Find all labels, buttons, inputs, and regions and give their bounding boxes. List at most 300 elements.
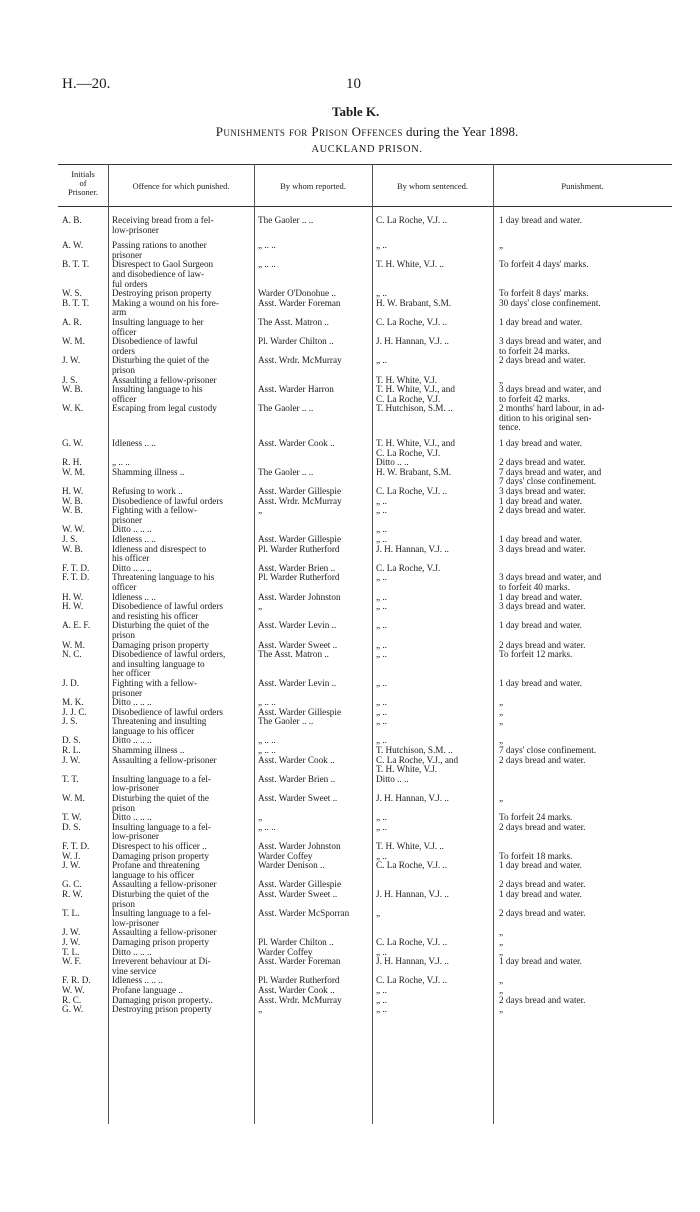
reported-by: Asst. Warder Johnston: [258, 842, 341, 851]
table-row: [58, 385, 672, 404]
reported-by: Asst. Warder Gillespie: [258, 487, 342, 497]
prisoner-initials: W. B.: [62, 544, 83, 554]
prisoner-initials: J. D.: [62, 678, 80, 688]
punishment: „: [499, 1005, 504, 1015]
reported-by: Pl. Warder Rutherford: [258, 573, 340, 583]
offence: Insulting language to his officer: [112, 385, 203, 404]
offence: Disobedience of lawful orders and resisting his officer: [112, 602, 223, 621]
title-rest: during the Year 1898.: [402, 124, 519, 139]
punishment: 3 days bread and water.: [499, 544, 586, 554]
punishment: 2 days bread and water.: [499, 506, 586, 516]
table-row: [58, 717, 672, 736]
prisoner-initials: J. W.: [62, 928, 81, 938]
prisoner-initials: R. W.: [62, 889, 83, 899]
sentenced-by: „ ..: [376, 241, 387, 251]
offence: Passing rations to another prisoner: [112, 241, 207, 260]
reported-by: Warder O'Donohue ..: [258, 289, 336, 299]
sentenced-by: T. H. White, V.J. ..: [376, 842, 444, 851]
table-row: [58, 621, 672, 640]
reported-by: „ .. ..: [258, 746, 276, 756]
header-initials: Initials of Prisoner.: [68, 169, 98, 197]
reported-by: The Gaoler .. ..: [258, 717, 314, 727]
prisoner-initials: A. R.: [62, 317, 82, 327]
punishment: To forfeit 18 marks.: [499, 851, 573, 861]
prisoner-initials: J. W.: [62, 861, 81, 871]
reported-by: Pl. Warder Rutherford: [258, 976, 340, 986]
punishment: To forfeit 8 days' marks.: [499, 289, 589, 299]
table-row: [58, 698, 672, 708]
sentenced-by: „ ..: [376, 995, 387, 1005]
table-row: [58, 573, 672, 592]
punishment: 1 day bread and water.: [499, 889, 582, 899]
sentenced-by: H. W. Brabant, S.M.: [376, 467, 452, 477]
table-row: [58, 602, 672, 621]
header-rule: [58, 206, 672, 207]
reported-by: „ .. ..: [258, 822, 276, 832]
reported-by: Asst. Warder Brien ..: [258, 563, 336, 573]
reported-by: „: [258, 602, 263, 612]
punishment: 1 day bread and water.: [499, 678, 582, 688]
sentenced-by: „ ..: [376, 985, 387, 995]
offence: Damaging prison property..: [112, 995, 213, 1005]
offence: Disturbing the quiet of the prison: [112, 621, 209, 640]
header-sentenced: By whom sentenced.: [396, 181, 469, 191]
sentenced-by: T. Hutchison, S.M. ..: [376, 404, 453, 414]
prisoner-initials: T. T.: [62, 774, 79, 784]
punishment: 1 day bread and water.: [499, 317, 582, 327]
table-row: [58, 861, 672, 880]
reported-by: Asst. Wrdr. McMurray: [258, 356, 342, 366]
prisoner-initials: W. S.: [62, 289, 82, 299]
offence: Receiving bread from a fel- low-prisoner: [112, 216, 214, 235]
offence: Assaulting a fellow-prisoner: [112, 928, 217, 938]
punishment: 2 days bread and water.: [499, 356, 586, 366]
table-row: [58, 593, 672, 603]
reported-by: Asst. Warder Brien ..: [258, 774, 336, 784]
punishment: [493, 564, 672, 574]
reported-by: Asst. Warder Cook ..: [258, 439, 335, 449]
prisoner-initials: W. B.: [62, 385, 83, 395]
prisoner-initials: A. W.: [62, 241, 84, 251]
punishment: 1 day bread and water.: [499, 439, 582, 449]
prisoner-initials: W. M.: [62, 467, 85, 477]
sentenced-by: „ ..: [376, 535, 387, 544]
offence: Insulting language to a fel- low-prisoner: [112, 774, 211, 794]
reported-by: „ .. ..: [258, 241, 276, 251]
sentenced-by: „ ..: [376, 640, 387, 650]
prisoner-initials: J. W.: [62, 356, 81, 366]
offence: „ .. ..: [112, 458, 130, 468]
offence: Ditto .. .. ..: [112, 525, 152, 535]
sentenced-by: „ ..: [376, 650, 387, 660]
prisoner-initials: W. W.: [62, 985, 85, 995]
offence: Disobedience of lawful orders, and insulting language to her officer: [112, 650, 226, 679]
title-smallcaps: Punishments for Prison Offences: [215, 124, 403, 139]
prisoner-initials: R. H.: [62, 458, 82, 468]
offence: Insulting language to a fel- low-prisoner: [112, 822, 211, 842]
prisoner-initials: J. S.: [62, 375, 78, 385]
reported-by: „ .. ..: [258, 698, 276, 708]
prisoner-initials: G. W.: [62, 1005, 84, 1015]
offence: Threatening and insulting language to his officer: [112, 717, 207, 736]
reported-by: Asst. Warder Gillespie: [258, 535, 342, 544]
reported-by: The Asst. Matron ..: [258, 317, 329, 327]
reported-by: Pl. Warder Rutherford: [258, 544, 340, 554]
prisoner-initials: R. L.: [62, 746, 81, 756]
sentenced-by: J. H. Hannan, V.J. ..: [376, 337, 449, 347]
reported-by: The Gaoler .. ..: [258, 467, 314, 477]
sentenced-by: C. La Roche, V.J. ..: [376, 976, 448, 986]
table-row: [58, 497, 672, 507]
punishment: 30 days' close confinement.: [499, 298, 601, 308]
offence: Idleness .. .. ..: [112, 976, 163, 986]
sentenced-by: „ ..: [376, 356, 387, 366]
table-row: [58, 928, 672, 938]
table-row: [58, 756, 672, 775]
prisoner-initials: W. B.: [62, 506, 83, 516]
offence: Profane and threatening language to his officer: [112, 861, 200, 880]
prisoner-initials: W. W.: [62, 525, 85, 535]
offence: Ditto .. .. ..: [112, 563, 152, 573]
sentenced-by: „ ..: [376, 813, 387, 823]
offence: Fighting with a fellow- prisoner: [112, 506, 197, 525]
reported-by: The Gaoler .. ..: [258, 404, 314, 414]
prisoner-initials: W. M.: [62, 337, 85, 347]
prisoner-initials: H. W.: [62, 592, 84, 602]
prisoner-initials: H. W.: [62, 602, 84, 612]
reported-by: Pl. Warder Chilton ..: [258, 937, 334, 947]
prisoner-initials: W. M.: [62, 640, 85, 650]
prisoner-initials: J. W.: [62, 937, 81, 947]
punishment: 2 days bread and water.: [499, 880, 586, 890]
offence: Damaging prison property: [112, 937, 209, 947]
punishment: 3 days bread and water.: [499, 602, 586, 612]
sentenced-by: „ ..: [376, 1005, 387, 1015]
offence: Assaulting a fellow-prisoner: [112, 880, 217, 890]
reported-by: Asst. Warder Sweet ..: [258, 794, 338, 804]
offence: Disrespect to Gaol Surgeon and disobedience of law- ful orders: [112, 260, 214, 289]
header-offence: Offence for which punished.: [132, 181, 230, 191]
punishment: 1 day bread and water.: [499, 621, 582, 631]
table-row: [58, 823, 672, 842]
table-row: [58, 260, 672, 289]
prisoner-initials: W. B.: [62, 496, 83, 506]
sentenced-by: „ ..: [376, 592, 387, 602]
table-row: [58, 545, 672, 564]
prisoner-initials: A. E. F.: [62, 621, 91, 631]
table-row: [58, 852, 672, 862]
punishment: 1 day bread and water.: [499, 957, 582, 967]
reported-by: „ .. ..: [258, 736, 276, 746]
table-row: [58, 525, 672, 535]
punishment: 1 day bread and water.: [499, 496, 582, 506]
table-row: [58, 1005, 672, 1015]
table-row: [58, 976, 672, 986]
offence: Refusing to work ..: [112, 487, 183, 497]
punishment: „: [499, 717, 504, 727]
reported-by: [254, 928, 372, 938]
reported-by: [254, 458, 372, 468]
offence: Ditto .. .. ..: [112, 698, 152, 708]
table-row: [58, 535, 672, 545]
punishments-table: [58, 164, 672, 1212]
reported-by: Asst. Warder Sweet ..: [258, 640, 338, 650]
reported-by: „: [258, 813, 263, 823]
offence: Disobedience of lawful orders: [112, 337, 198, 356]
punishment: „: [499, 707, 504, 717]
punishment: „: [499, 698, 504, 708]
offence: Disrespect to his officer ..: [112, 842, 207, 851]
reported-by: Asst. Warder Cook ..: [258, 985, 335, 995]
punishment: 2 days bread and water.: [499, 822, 586, 832]
table-row: [58, 736, 672, 746]
sentenced-by: T. H. White, V.J.: [376, 375, 438, 385]
offence: Ditto .. .. ..: [112, 947, 152, 957]
punishment: To forfeit 4 days' marks.: [499, 260, 589, 270]
punishment: 2 days bread and water.: [499, 640, 586, 650]
punishment: [493, 525, 672, 535]
punishment: 3 days bread and water.: [499, 487, 586, 497]
sentenced-by: [372, 880, 493, 890]
prisoner-initials: F. T. D.: [62, 842, 90, 851]
sentenced-by: „ ..: [376, 602, 387, 612]
prisoner-initials: T. L.: [62, 947, 80, 957]
offence: Idleness .. ..: [112, 535, 156, 544]
header-reported: By whom reported.: [280, 181, 346, 191]
prisoner-initials: G. C.: [62, 880, 82, 890]
sentenced-by: J. H. Hannan, V.J. ..: [376, 957, 449, 967]
sentenced-by: „ ..: [376, 289, 387, 299]
punishment: 1 day bread and water.: [499, 592, 582, 602]
reported-by: Warder Denison ..: [258, 861, 325, 871]
table-row: [58, 880, 672, 890]
sentenced-by: „: [376, 909, 381, 919]
reported-by: Asst. Wrdr. McMurray: [258, 496, 342, 506]
prisoner-initials: H. W.: [62, 487, 84, 497]
offence: Irreverent behaviour at Di- vine service: [112, 957, 211, 976]
table-row: [58, 241, 672, 260]
table-row: [58, 679, 672, 698]
punishment: 3 days bread and water, and to forfeit 24 marks.: [499, 337, 602, 356]
offence: Ditto .. .. ..: [112, 813, 152, 823]
table-row: [58, 775, 672, 794]
offence: Shamming illness ..: [112, 746, 185, 756]
offence: Destroying prison property: [112, 1005, 212, 1015]
reported-by: „ .. ..: [258, 260, 276, 270]
reported-by: Asst. Warder Foreman: [258, 957, 341, 967]
sentenced-by: J. H. Hannan, V.J. ..: [376, 889, 449, 899]
punishment: 2 days bread and water.: [499, 909, 586, 919]
table-row: [58, 376, 672, 386]
offence: Insulting language to her officer: [112, 317, 204, 337]
offence: Ditto .. .. ..: [112, 736, 152, 746]
punishment: 7 days' close confinement.: [499, 746, 597, 756]
reported-by: [254, 376, 372, 386]
prisoner-initials: G. W.: [62, 439, 84, 449]
offence: Insulting language to a fel- low-prisoner: [112, 909, 211, 928]
sentenced-by: „ ..: [376, 736, 387, 746]
table-row: [58, 708, 672, 718]
table-row: [58, 506, 672, 525]
offence: Disturbing the quiet of the prison: [112, 356, 209, 375]
prison-name: AUCKLAND PRISON.: [311, 144, 423, 155]
prisoner-initials: F. R. D.: [62, 976, 91, 986]
prisoner-initials: M. K.: [62, 698, 84, 708]
prisoner-initials: J. W.: [62, 755, 81, 765]
reported-by: Asst. Warder Cook ..: [258, 755, 335, 765]
table-row: [58, 986, 672, 996]
reported-by: Pl. Warder Chilton ..: [258, 337, 334, 347]
sentenced-by: T. H. White, V.J., and C. La Roche, V.J.: [376, 385, 455, 404]
reported-by: Asst. Warder Foreman: [258, 298, 341, 308]
sentenced-by: C. La Roche, V.J. ..: [376, 216, 448, 225]
table-title: [62, 124, 672, 140]
table-row: [58, 458, 672, 468]
offence: Idleness .. ..: [112, 592, 156, 602]
table-row: [58, 337, 672, 356]
reported-by: Asst. Warder Gillespie: [258, 880, 342, 890]
sentenced-by: Ditto .. ..: [376, 458, 409, 468]
offence: Profane language ..: [112, 985, 183, 995]
offence: Fighting with a fellow- prisoner: [112, 678, 197, 698]
punishment: 3 days bread and water, and to forfeit 40 marks.: [499, 573, 602, 592]
sentenced-by: „ ..: [376, 678, 387, 688]
punishment: 2 days bread and water.: [499, 995, 586, 1005]
punishment: „: [499, 985, 504, 995]
offence: Disobedience of lawful orders: [112, 496, 223, 506]
punishment: „: [499, 241, 504, 251]
prisoner-initials: B. T. T.: [62, 298, 90, 308]
sentenced-by: J. H. Hannan, V.J. ..: [376, 544, 449, 554]
table-row: [58, 289, 672, 299]
table-row: [58, 356, 672, 375]
header-punishment: Punishment.: [561, 181, 604, 191]
sentenced-by: „ ..: [376, 621, 387, 631]
punishment: 2 months' hard labour, in ad- dition to his original sen- tence.: [499, 404, 605, 433]
punishment: „: [499, 976, 504, 986]
table-top-rule: [58, 164, 672, 165]
table-row: [58, 216, 672, 235]
reported-by: Asst. Warder McSporran: [258, 909, 350, 919]
reported-by: Asst. Warder Johnston: [258, 592, 341, 602]
table-row: [58, 564, 672, 574]
sentenced-by: J. H. Hannan, V.J. ..: [376, 794, 449, 804]
offence: Idleness and disrespect to his officer: [112, 544, 207, 564]
prisoner-initials: A. B.: [62, 216, 82, 225]
table-row: [58, 890, 672, 909]
sentenced-by: „ ..: [376, 698, 387, 708]
sentenced-by: „ ..: [376, 707, 387, 717]
sentenced-by: „ ..: [376, 573, 387, 583]
table-row: [58, 909, 672, 928]
offence: Destroying prison property: [112, 289, 212, 299]
sentenced-by: „ ..: [376, 822, 387, 832]
reported-by: Asst. Warder Levin ..: [258, 621, 337, 631]
sentenced-by: T. Hutchison, S.M. ..: [376, 746, 453, 756]
prisoner-initials: B. T. T.: [62, 260, 90, 270]
punishment: 2 days bread and water.: [499, 458, 586, 468]
prisoner-initials: F. T. D.: [62, 573, 90, 583]
table-label: Table K.: [332, 104, 380, 119]
punishment: 3 days bread and water, and to forfeit 42 marks.: [499, 385, 602, 404]
sentenced-by: „ ..: [376, 947, 387, 957]
sentenced-by: „ ..: [376, 851, 387, 861]
table-row: [58, 439, 672, 458]
prisoner-initials: J. J. C.: [62, 707, 87, 717]
reported-by: Asst. Wrdr. McMurray: [258, 995, 342, 1005]
offence: Making a wound on his fore- arm: [112, 298, 219, 318]
punishment: [493, 842, 672, 852]
offence: Idleness .. ..: [112, 439, 156, 449]
reported-by: Warder Coffey: [258, 851, 313, 861]
sentenced-by: „ ..: [376, 525, 387, 535]
reported-by: Asst. Warder Sweet ..: [258, 889, 338, 899]
sentenced-by: C. La Roche, V.J. ..: [376, 937, 448, 947]
offence: Shamming illness ..: [112, 467, 185, 477]
table-row: [58, 996, 672, 1006]
offence: Damaging prison property: [112, 851, 209, 861]
sentenced-by: „ ..: [376, 717, 387, 727]
table-row: [58, 948, 672, 958]
sentenced-by: [372, 928, 493, 938]
table-row: [58, 404, 672, 433]
prisoner-initials: W. K.: [62, 404, 84, 414]
prisoner-initials: J. S.: [62, 717, 78, 727]
prisoner-initials: T. W.: [62, 813, 82, 823]
reported-by: The Asst. Matron ..: [258, 650, 329, 660]
sentenced-by: C. La Roche, V.J. ..: [376, 317, 448, 327]
page-header: [62, 76, 672, 96]
offence: Assaulting a fellow-prisoner: [112, 755, 217, 765]
punishment: „: [499, 928, 504, 938]
sentenced-by: T. H. White, V.J. ..: [376, 260, 444, 270]
prisoner-initials: R. C.: [62, 995, 82, 1005]
reported-by: Asst. Warder Levin ..: [258, 678, 337, 688]
punishment: 7 days bread and water, and 7 days' close confinement.: [499, 467, 602, 487]
prisoner-initials: W. J.: [62, 851, 81, 861]
page-number: 10: [346, 76, 361, 92]
offence: Threatening language to his officer: [112, 573, 215, 592]
sentenced-by: C. La Roche, V.J., and T. H. White, V.J.: [376, 755, 459, 775]
table-row: [58, 487, 672, 497]
prisoner-initials: W. F.: [62, 957, 82, 967]
prisoner-initials: F. T. D.: [62, 563, 90, 573]
sentenced-by: Ditto .. ..: [376, 774, 409, 784]
table-row: [58, 842, 672, 852]
table-row: [58, 813, 672, 823]
offence: Disturbing the quiet of the prison: [112, 794, 209, 813]
table-row: [58, 938, 672, 948]
punishment: 1 day bread and water.: [499, 535, 582, 544]
sentenced-by: T. H. White, V.J., and C. La Roche, V.J.: [376, 439, 455, 458]
punishment: 1 day bread and water.: [499, 216, 582, 225]
offence: Assaulting a fellow-prisoner: [112, 375, 217, 385]
table-row: [58, 641, 672, 651]
prisoner-initials: J. S.: [62, 535, 78, 544]
reported-by: „: [258, 506, 263, 516]
reported-by: [254, 525, 372, 535]
punishment: „: [499, 736, 504, 746]
prisoner-initials: W. M.: [62, 794, 85, 804]
punishment: 2 days bread and water.: [499, 755, 586, 765]
reported-by: The Gaoler .. ..: [258, 216, 314, 225]
punishment: 1 day bread and water.: [499, 861, 582, 871]
offence: Damaging prison property: [112, 640, 209, 650]
prisoner-initials: T. L.: [62, 909, 80, 919]
sentenced-by: C. La Roche, V.J.: [376, 563, 441, 573]
table-body: [58, 216, 672, 1015]
table-row: [58, 318, 672, 337]
